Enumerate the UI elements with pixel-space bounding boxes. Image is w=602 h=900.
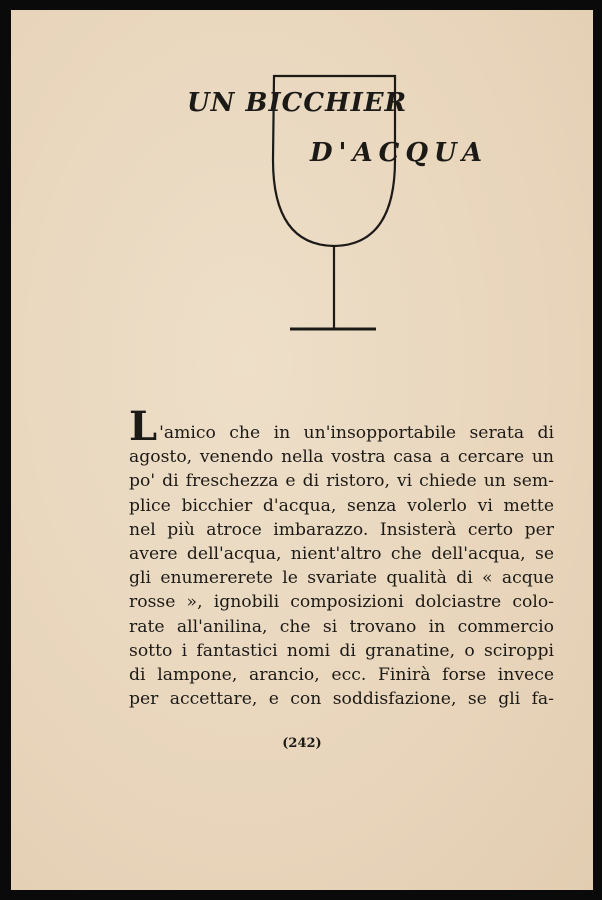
text-line: agosto, venendo nella vostra casa a cercare un: [129, 447, 554, 468]
text-line: per accettare, e con soddisfazione, se gli fa-: [129, 689, 554, 710]
text-line: rate all'anilina, che si trovano in commercio: [129, 616, 554, 637]
chapter-title-line-1: UN BICCHIER: [187, 88, 408, 118]
text-line: L 'amico che in un'insopportabile serata di: [129, 403, 554, 450]
text-line: sotto i fantastici nomi di granatine, o sciroppi: [129, 640, 554, 661]
page-number: (242): [282, 736, 322, 751]
book-page: [11, 10, 593, 890]
body-paragraph: [129, 403, 554, 711]
chapter-title-line-2: D'ACQUA: [310, 138, 489, 168]
text-line: plice bicchier d'acqua, senza volerlo vi mette: [129, 495, 554, 516]
text-line: gli enumererete le svariate qualità di « acque: [129, 568, 554, 589]
text-line: avere dell'acqua, nient'altro che dell'acqua, se: [129, 544, 554, 565]
text-line: di lampone, arancio, ecc. Finirà forse invece: [129, 665, 554, 686]
text-line: rosse », ignobili composizioni dolciastre colo-: [129, 592, 554, 613]
text-line: po' di freschezza e di ristoro, vi chiede un sem-: [129, 471, 554, 492]
drop-cap: L: [129, 403, 158, 450]
text-line: nel più atroce imbarazzo. Insisterà certo per: [129, 519, 554, 540]
